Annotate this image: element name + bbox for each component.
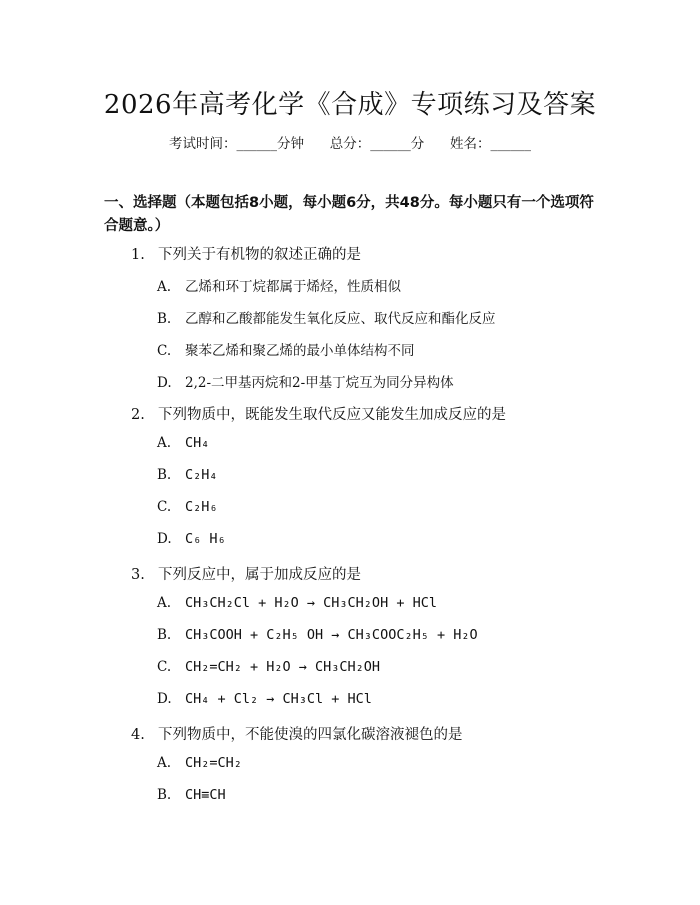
option-text: CH₃CH₂Cl + H₂O → CH₃CH₂OH + HCl <box>185 595 437 611</box>
question-2 <box>131 403 506 423</box>
option-2c <box>157 499 218 519</box>
question-1 <box>131 243 361 263</box>
option-text: 乙烯和环丁烷都属于烯烃，性质相似 <box>185 279 401 295</box>
option-letter: B. <box>157 311 172 327</box>
option-text: CH₄ + Cl₂ → CH₃Cl + HCl <box>185 691 372 707</box>
question-text: 下列关于有机物的叙述正确的是 <box>158 247 361 263</box>
option-letter: A. <box>157 595 172 611</box>
option-letter: A. <box>157 755 172 771</box>
option-letter: D. <box>157 375 172 391</box>
option-text: 聚苯乙烯和聚乙烯的最小单体结构不同 <box>185 343 415 359</box>
option-letter: A. <box>157 279 172 295</box>
question-text: 下列反应中，属于加成反应的是 <box>158 567 361 583</box>
option-3b <box>157 627 478 647</box>
option-text: C₆ H₆ <box>185 531 226 547</box>
option-4b <box>157 787 226 807</box>
exam-meta <box>0 132 700 152</box>
option-3c <box>157 659 380 679</box>
option-1c <box>157 339 415 359</box>
option-letter: C. <box>157 499 172 515</box>
option-2b <box>157 467 218 487</box>
option-text: CH₄ <box>185 435 210 451</box>
option-3a <box>157 595 437 615</box>
question-number: 2. <box>131 407 145 423</box>
option-letter: D. <box>157 691 172 707</box>
option-1b <box>157 307 496 327</box>
option-letter: D. <box>157 531 172 547</box>
option-text: CH₃COOH + C₂H₅ OH → CH₃COOC₂H₅ + H₂O <box>185 627 478 643</box>
option-text: CH₂=CH₂ <box>185 755 242 771</box>
question-text: 下列物质中，不能使溴的四氯化碳溶液褪色的是 <box>158 727 463 743</box>
option-4a <box>157 755 242 775</box>
option-text: CH₂=CH₂ + H₂O → CH₃CH₂OH <box>185 659 381 675</box>
option-3d <box>157 691 372 711</box>
question-4 <box>131 723 463 743</box>
option-letter: C. <box>157 343 172 359</box>
option-1a <box>157 275 401 295</box>
option-text: C₂H₆ <box>185 499 218 515</box>
page-title: 2026年高考化学《合成》专项练习及答案 <box>103 90 597 120</box>
question-number: 1. <box>131 247 145 263</box>
question-number: 3. <box>131 567 145 583</box>
option-1d <box>157 371 454 391</box>
option-2a <box>157 435 209 455</box>
option-letter: B. <box>157 467 172 483</box>
question-number: 4. <box>131 727 145 743</box>
question-text: 下列物质中，既能发生取代反应又能发生加成反应的是 <box>158 407 506 423</box>
option-text: C₂H₄ <box>185 467 218 483</box>
option-text: 乙醇和乙酸都能发生氧化反应、取代反应和酯化反应 <box>185 311 496 327</box>
exam-time-field: 考试时间：______分钟 <box>169 136 304 152</box>
option-letter: B. <box>157 627 172 643</box>
student-name-field: 姓名：______ <box>450 136 531 152</box>
option-letter: A. <box>157 435 172 451</box>
question-3 <box>131 563 361 583</box>
option-text: 2,2-二甲基丙烷和2-甲基丁烷互为同分异构体 <box>185 375 454 391</box>
option-2d <box>157 531 226 551</box>
option-text: CH≡CH <box>185 787 226 803</box>
option-letter: C. <box>157 659 172 675</box>
option-letter: B. <box>157 787 172 803</box>
section-heading: 一、选择题（本题包括8小题，每小题6分，共48分。每小题只有一个选项符合题意。） <box>104 195 594 234</box>
total-score-field: 总分：______分 <box>329 136 425 152</box>
